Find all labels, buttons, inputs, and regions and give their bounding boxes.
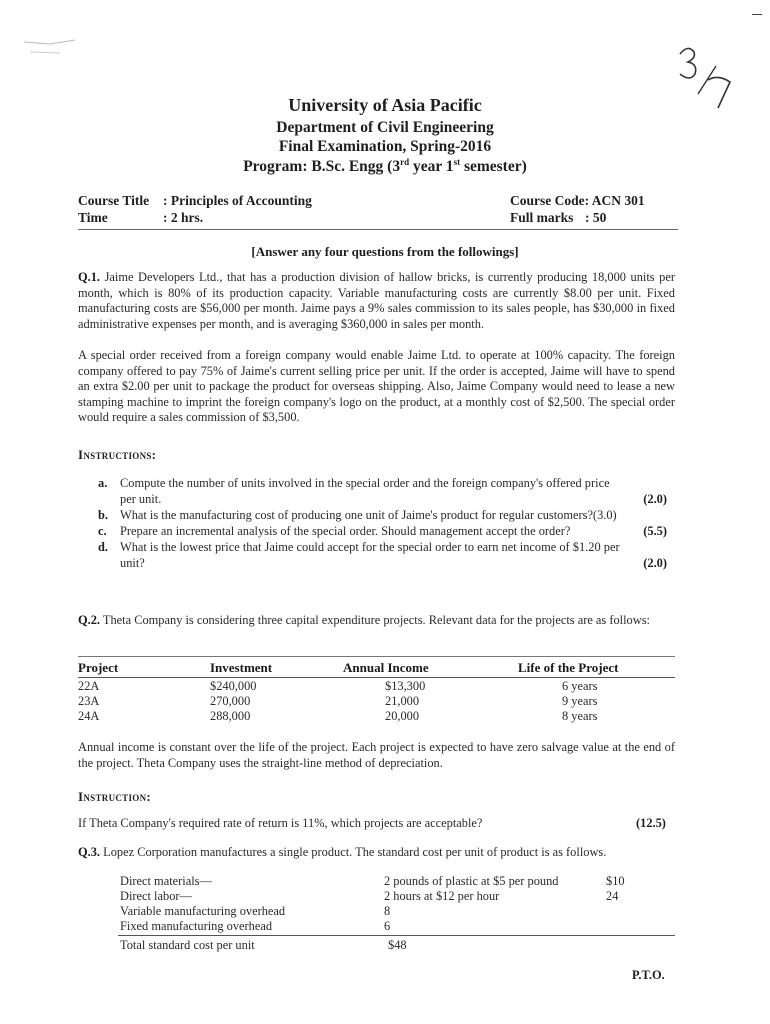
q2-note: Annual income is constant over the life of the project. Each project is expected to have zero salvage value at the end of the project. Theta Company uses the straight-line method of depreciation.	[78, 740, 675, 770]
q2-header-investment: Investment	[210, 660, 273, 675]
table-cell: 270,000	[210, 694, 251, 708]
q1-item-d-line1: What is the lowest price that Jaime could accept for the special order to earn net income of $1.20 per	[120, 540, 620, 554]
q3-intro: Q.3. Lopez Corporation manufactures a single product. The standard cost per unit of product is as follows.	[78, 845, 607, 859]
table-cell: 20,000	[385, 709, 420, 723]
q3-row-detail: 6	[384, 919, 391, 933]
q1-paragraph-1: Q.1. Jaime Developers Ltd., that has a production division of hallow bricks, is currently producing 18,000 units per month, which is 80% of its production capacity. Variable manufacturing costs are currently $8.00 per unit. Fixed manufacturing costs are $56,000 per month. Jaime pays a 9% sales commission to its sales people, has $30,000 in fixed administrative expenses per month, and is averaging $360,000 in sales per month.	[78, 270, 675, 331]
header-rule	[78, 229, 678, 230]
course-code: Course Code: ACN 301	[510, 193, 645, 208]
q1-item-c-marks: (5.5)	[643, 524, 667, 538]
q1-item-b-letter: b.	[98, 508, 108, 522]
time-value: : 2 hrs.	[163, 210, 204, 225]
table-cell: 22A	[78, 679, 100, 693]
q1-item-a-letter: a.	[98, 476, 108, 490]
q1-item-a-marks: (2.0)	[643, 492, 667, 506]
q1-item-b-line1: What is the manufacturing cost of producing one unit of Jaime's product for regular customers?(3.0)	[120, 508, 617, 522]
q3-row-label: Fixed manufacturing overhead	[120, 919, 273, 933]
q2-marks: (12.5)	[636, 816, 666, 830]
q3-row-label: Direct materials—	[120, 874, 212, 888]
scan-smudge	[20, 22, 90, 62]
q3-total-value: $48	[388, 938, 407, 952]
q1-paragraph-2: A special order received from a foreign company would enable Jaime Ltd. to operate at 100% capacity. The foreign company offered to pay 75% of Jaime's current selling price per unit. If the order is accepted, Jaime will have to spend an extra $2.00 per unit to package the product for overseas shipping. Also, Jaime Company would need to lease a new stamping machine to imprint the foreign company's logo on the product, at a monthly cost of $2,500. The special order would require a sales commission of $3,500.	[78, 348, 675, 424]
q2-header-life: Life of the Project	[518, 660, 619, 675]
q3-row-amount: 24	[606, 889, 619, 903]
table-cell: 24A	[78, 709, 100, 723]
pto-marker: P.T.O.	[632, 968, 665, 982]
q2-question: If Theta Company's required rate of return is 11%, which projects are acceptable?	[78, 816, 483, 830]
q1-item-d-line2: unit?	[120, 556, 145, 570]
q2-header-project: Project	[78, 660, 119, 675]
q3-total-label: Total standard cost per unit	[120, 938, 255, 952]
q2-intro: Q.2. Theta Company is considering three capital expenditure projects. Relevant data for the projects are as follows:	[78, 613, 650, 627]
q2-instruction-heading: Instruction:	[78, 789, 151, 804]
q3-row-detail: 2 hours at $12 per hour	[384, 889, 500, 903]
q3-row-amount: $10	[606, 874, 625, 888]
q3-total-rule	[118, 935, 675, 936]
q3-row-label: Direct labor—	[120, 889, 192, 903]
table-cell: 23A	[78, 694, 100, 708]
full-marks-label: Full marks	[510, 210, 574, 225]
time-label: Time	[78, 210, 108, 225]
q1-item-d-letter: d.	[98, 540, 108, 554]
university-name: University of Asia Pacific	[288, 95, 482, 115]
edge-mark	[752, 14, 762, 15]
q2-header-annual-income: Annual Income	[343, 660, 429, 675]
program-line: Program: B.Sc. Engg (3rd year 1st semester)	[243, 157, 527, 176]
q1-item-c-line1: Prepare an incremental analysis of the special order. Should management accept the order?	[120, 524, 571, 538]
q1-instructions-heading: Instructions:	[78, 447, 157, 462]
course-title-value: : Principles of Accounting	[163, 193, 312, 208]
answer-instruction: [Answer any four questions from the followings]	[251, 244, 519, 259]
table-cell: 8 years	[562, 709, 598, 723]
q3-row-detail: 2 pounds of plastic at $5 per pound	[384, 874, 559, 888]
table-cell: 9 years	[562, 694, 598, 708]
q3-row-detail: 8	[384, 904, 391, 918]
full-marks-value: : 50	[585, 210, 607, 225]
course-title-label: Course Title	[78, 193, 150, 208]
q1-item-a-line2: per unit.	[120, 492, 162, 506]
q1-item-c-letter: c.	[98, 524, 107, 538]
q1-item-a-line1: Compute the number of units involved in the special order and the foreign company's offered price	[120, 476, 610, 490]
table-cell: 21,000	[385, 694, 420, 708]
q2-table-header-rule	[78, 677, 675, 678]
q1-item-d-marks: (2.0)	[643, 556, 667, 570]
exam-title: Final Examination, Spring-2016	[278, 138, 492, 155]
q2-table-top-rule	[78, 656, 675, 657]
table-cell: $13,300	[385, 679, 426, 693]
table-cell: $240,000	[210, 679, 257, 693]
table-cell: 6 years	[562, 679, 598, 693]
q3-row-label: Variable manufacturing overhead	[120, 904, 286, 918]
department-name: Department of Civil Engineering	[276, 119, 494, 136]
table-cell: 288,000	[210, 709, 251, 723]
